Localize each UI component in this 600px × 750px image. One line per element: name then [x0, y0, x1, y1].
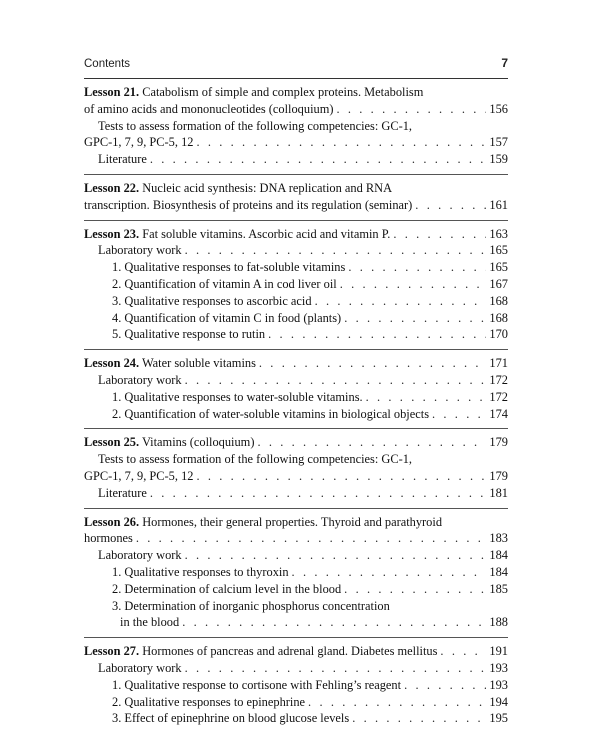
- header-page-number: 7: [501, 56, 508, 70]
- lesson-22-entry: [84, 175, 508, 221]
- toc-line: [84, 151, 508, 168]
- leader-dots: [344, 581, 486, 598]
- page-number: 184: [489, 564, 508, 579]
- leader-dots: [415, 197, 486, 214]
- contents-page: [84, 56, 508, 733]
- lesson-27-entry: [84, 638, 508, 733]
- leader-dots: [348, 259, 486, 276]
- leader-dots: [404, 677, 486, 694]
- lab-work-text: Laboratory work: [98, 548, 182, 563]
- toc-item: [84, 710, 508, 727]
- lesson-label: Lesson 23.: [84, 226, 140, 241]
- lesson-title: Water soluble vitamins: [141, 356, 256, 371]
- toc-item: [84, 581, 508, 598]
- page-number: 161: [489, 197, 508, 212]
- page-number: 195: [489, 711, 508, 726]
- leader-dots: [185, 242, 487, 259]
- toc-item: [84, 310, 508, 327]
- toc-line: [84, 660, 508, 677]
- lesson-title-cont: of amino acids and mononucleotides (colloquium): [84, 101, 334, 116]
- toc-item: [84, 614, 508, 631]
- leader-dots: [185, 372, 487, 389]
- toc-item: [84, 293, 508, 310]
- toc-item: [84, 598, 508, 615]
- lab-work-text: Laboratory work: [98, 372, 182, 387]
- item-text: 5. Qualitative response to rutin: [112, 327, 266, 342]
- page-number: 171: [489, 356, 508, 371]
- tests-text-cont: GPC-1, 7, 9, PC-5, 12: [84, 468, 194, 483]
- toc-line: [84, 451, 508, 468]
- page-number: 179: [489, 468, 508, 483]
- leader-dots: [150, 151, 487, 168]
- toc-line: [84, 118, 508, 135]
- toc-line: [84, 355, 508, 372]
- lab-work-text: Laboratory work: [98, 243, 182, 258]
- lesson-label: Lesson 21.: [84, 85, 140, 99]
- page-number: 165: [489, 260, 508, 275]
- leader-dots: [257, 434, 486, 451]
- toc-line: [84, 134, 508, 151]
- page-number: 156: [489, 101, 508, 116]
- running-header: [84, 56, 508, 70]
- tests-text: Tests to assess formation of the following competencies: GC-1,: [98, 452, 413, 467]
- leader-dots: [344, 310, 486, 327]
- item-text: 1. Qualitative response to cortisone with Fehling’s reagent: [112, 677, 402, 692]
- literature-text: Literature: [98, 485, 147, 500]
- header-title: Contents: [84, 58, 131, 70]
- leader-dots: [393, 226, 486, 243]
- page-number: 172: [489, 389, 508, 404]
- leader-dots: [308, 694, 486, 711]
- page-number: 167: [489, 276, 508, 291]
- page-number: 168: [489, 310, 508, 325]
- leader-dots: [185, 660, 487, 677]
- toc-line: [84, 84, 508, 101]
- leader-dots: [315, 293, 487, 310]
- toc-line: [84, 514, 508, 531]
- page-number: 172: [489, 372, 508, 387]
- toc-item: [84, 677, 508, 694]
- page-number: 174: [489, 406, 508, 421]
- page-number: 183: [489, 531, 508, 546]
- item-text: 2. Determination of calcium level in the blood: [112, 581, 342, 596]
- lesson-title-cont: hormones: [84, 531, 133, 546]
- toc-line: [84, 226, 508, 243]
- item-text: 3. Qualitative responses to ascorbic acid: [112, 293, 312, 308]
- lesson-title: Vitamins (colloquium): [141, 435, 255, 450]
- page-number: 170: [489, 327, 508, 342]
- lesson-23-entry: [84, 221, 508, 351]
- leader-dots: [182, 614, 486, 631]
- lesson-title: Nucleic acid synthesis: DNA replication and RNA: [142, 180, 393, 195]
- item-text-cont: in the blood: [120, 615, 180, 630]
- item-text: 3. Effect of epinephrine on blood glucose levels: [112, 711, 350, 726]
- tests-text-cont: GPC-1, 7, 9, PC-5, 12: [84, 135, 194, 150]
- leader-dots: [440, 643, 486, 660]
- lesson-label: Lesson 25.: [84, 435, 140, 450]
- leader-dots: [292, 564, 487, 581]
- toc-item: [84, 564, 508, 581]
- item-text: 2. Quantification of vitamin A in cod liver oil: [112, 276, 337, 291]
- page-number: 163: [489, 226, 508, 241]
- toc-item: [84, 406, 508, 423]
- item-text: 2. Qualitative responses to epinephrine: [112, 694, 306, 709]
- item-text: 3. Determination of inorganic phosphorus concentration: [112, 598, 390, 613]
- toc-line: [84, 434, 508, 451]
- lab-work-text: Laboratory work: [98, 660, 182, 675]
- toc-item: [84, 259, 508, 276]
- tests-text: Tests to assess formation of the following competencies: GC-1,: [98, 118, 413, 133]
- page-number: 159: [489, 152, 508, 167]
- leader-dots: [196, 468, 486, 485]
- leader-dots: [259, 355, 487, 372]
- page-number: 181: [489, 485, 508, 500]
- lesson-title: Hormones of pancreas and adrenal gland. Diabetes mellitus: [142, 644, 438, 659]
- lesson-26-entry: [84, 509, 508, 639]
- leader-dots: [352, 710, 486, 727]
- leader-dots: [340, 276, 487, 293]
- lesson-label: Lesson 24.: [84, 356, 140, 371]
- lesson-title: Hormones, their general properties. Thyroid and parathyroid: [142, 514, 443, 529]
- toc-line: [84, 485, 508, 502]
- lesson-21-entry: [84, 79, 508, 175]
- toc-line: [84, 101, 508, 118]
- page-number: 185: [489, 581, 508, 596]
- literature-text: Literature: [98, 152, 147, 167]
- page-number: 184: [489, 548, 508, 563]
- item-text: 1. Qualitative responses to thyroxin: [112, 564, 289, 579]
- toc-item: [84, 389, 508, 406]
- toc-line: [84, 643, 508, 660]
- item-text: 1. Qualitative responses to water-soluble vitamins.: [112, 389, 363, 404]
- lesson-title: Fat soluble vitamins. Ascorbic acid and vitamin P.: [142, 226, 391, 241]
- page-number: 188: [489, 615, 508, 630]
- item-text: 4. Quantification of vitamin C in food (plants): [112, 310, 342, 325]
- leader-dots: [336, 101, 486, 118]
- lesson-label: Lesson 22.: [84, 180, 140, 195]
- toc-line: [84, 468, 508, 485]
- leader-dots: [366, 389, 487, 406]
- lesson-title-cont: transcription. Biosynthesis of proteins and its regulation (seminar): [84, 197, 413, 212]
- item-text: 1. Qualitative responses to fat-soluble vitamins: [112, 260, 346, 275]
- page-number: 194: [489, 694, 508, 709]
- toc-line: [84, 530, 508, 547]
- item-text: 2. Quantification of water-soluble vitamins in biological objects: [112, 406, 430, 421]
- toc-line: [84, 547, 508, 564]
- toc-item: [84, 326, 508, 343]
- toc-item: [84, 694, 508, 711]
- toc-line: [84, 372, 508, 389]
- page-number: 193: [489, 660, 508, 675]
- page-number: 179: [489, 435, 508, 450]
- leader-dots: [196, 134, 486, 151]
- leader-dots: [136, 530, 487, 547]
- leader-dots: [432, 406, 486, 423]
- lesson-label: Lesson 26.: [84, 514, 140, 529]
- leader-dots: [185, 547, 487, 564]
- page-number: 191: [489, 644, 508, 659]
- lesson-25-entry: [84, 429, 508, 508]
- toc-line: [84, 197, 508, 214]
- lesson-24-entry: [84, 350, 508, 429]
- page-number: 157: [489, 135, 508, 150]
- toc-line: [84, 242, 508, 259]
- page-number: 193: [489, 677, 508, 692]
- leader-dots: [268, 326, 486, 343]
- page-number: 165: [489, 243, 508, 258]
- page-number: 168: [489, 293, 508, 308]
- lesson-title: Catabolism of simple and complex proteins. Metabolism: [142, 85, 424, 99]
- toc-line: [84, 180, 508, 197]
- leader-dots: [150, 485, 487, 502]
- lesson-label: Lesson 27.: [84, 644, 140, 659]
- toc-item: [84, 276, 508, 293]
